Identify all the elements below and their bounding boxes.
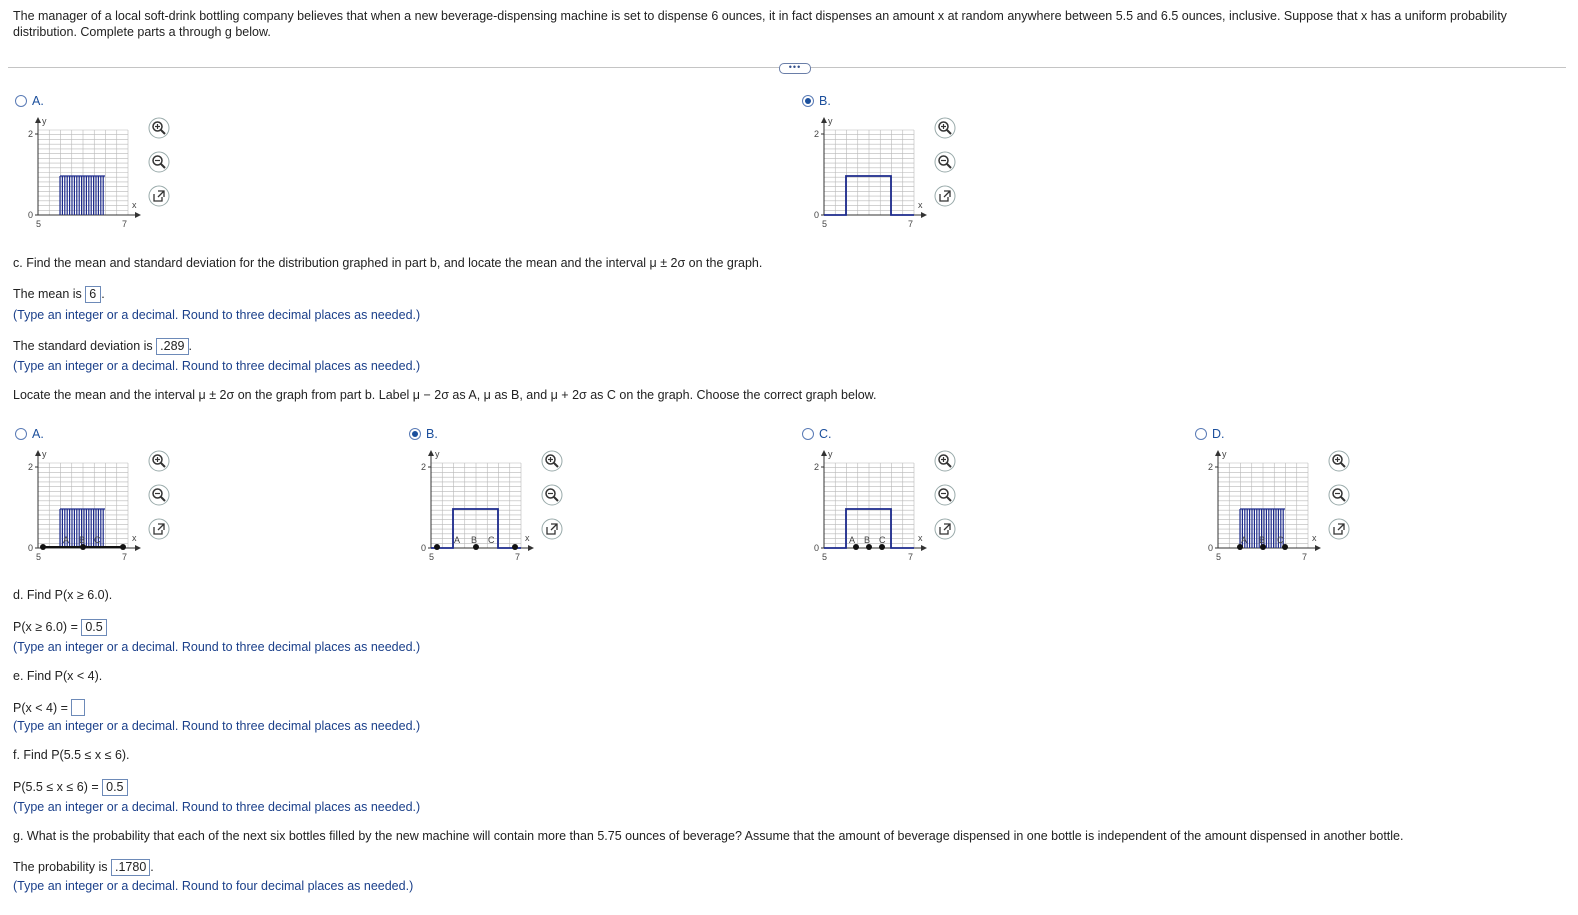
zoom-in-icon[interactable]	[542, 451, 562, 471]
x-max-label: 7	[515, 552, 521, 562]
y-axis-arrow	[821, 117, 827, 123]
y-axis-label: y	[1222, 449, 1227, 459]
y-tick-label: 2	[814, 129, 820, 139]
parte-question: e. Find P(x < 4).	[13, 669, 103, 683]
zoom-in-icon[interactable]	[149, 118, 169, 138]
y-zero-label: 0	[28, 210, 34, 220]
point-label-b: B	[79, 535, 86, 545]
grid-lines	[38, 130, 128, 215]
point-label-a: A	[1241, 535, 1248, 545]
option-label: A.	[32, 94, 44, 108]
partc-option-b[interactable]	[409, 427, 438, 441]
option-label: C.	[819, 427, 832, 441]
more-options-icon[interactable]: •••	[779, 63, 811, 74]
sd-label: The standard deviation is	[13, 339, 153, 353]
point-label-b: B	[471, 535, 478, 545]
sd-answer-field[interactable]: .289	[156, 338, 188, 355]
partd-row	[13, 619, 107, 636]
mean-row: The mean is 6 .	[13, 287, 105, 301]
x-axis-label: x	[918, 200, 923, 210]
zoom-out-icon[interactable]	[149, 485, 169, 505]
x-axis-arrow	[135, 545, 141, 551]
y-zero-label: 0	[814, 543, 820, 553]
partc-question: c. Find the mean and standard deviation for the distribution graphed in part b, and locate the mean and the interval μ ± 2σ on the graph.	[13, 256, 763, 270]
problem-statement: The manager of a local soft-drink bottling company believes that when a new beverage-dispensing machine is set to dispense 6 ounces, it in fact dispenses an amount x at random anywhere between 5.5 and 6.5 ounces, inclusive. Suppose that x has a uniform probability distribution. Complete parts a through g below.	[13, 9, 1507, 39]
y-zero-label: 0	[814, 210, 820, 220]
y-zero-label: 0	[1208, 543, 1214, 553]
y-tick-label: 2	[1208, 462, 1214, 472]
zoom-in-icon[interactable]	[149, 451, 169, 471]
zoom-out-icon[interactable]	[935, 485, 955, 505]
zoom-in-icon[interactable]	[935, 451, 955, 471]
parte-hint: (Type an integer or a decimal. Round to three decimal places as needed.)	[13, 719, 421, 733]
external-link-icon[interactable]	[542, 519, 562, 539]
x-axis-label: x	[132, 533, 137, 543]
partc-graph-d	[1205, 448, 1365, 569]
partg-row: The probability is .1780 .	[13, 860, 154, 874]
y-tick-label: 2	[28, 129, 34, 139]
point-label-a: A	[454, 535, 461, 545]
mean-hint: (Type an integer or a decimal. Round to three decimal places as needed.)	[13, 308, 421, 322]
parte-label: P(x < 4) =	[13, 701, 68, 715]
radio-button[interactable]	[15, 428, 27, 440]
x-axis-arrow	[528, 545, 534, 551]
x-axis-arrow	[135, 212, 141, 218]
external-link-icon[interactable]	[935, 519, 955, 539]
point-label-b: B	[1259, 535, 1266, 545]
x-max-label: 7	[908, 219, 914, 229]
y-zero-label: 0	[28, 543, 34, 553]
x-axis-arrow	[921, 545, 927, 551]
radio-button[interactable]	[15, 95, 27, 107]
y-axis-label: y	[42, 116, 47, 126]
external-link-icon[interactable]	[149, 519, 169, 539]
grid-lines	[824, 130, 914, 215]
point-marker-a	[40, 544, 46, 550]
y-tick-label: 2	[28, 462, 34, 472]
x-axis-label: x	[525, 533, 530, 543]
partf-hint: (Type an integer or a decimal. Round to three decimal places as needed.)	[13, 800, 421, 814]
y-tick-label: 2	[814, 462, 820, 472]
locate-instruction: Locate the mean and the interval μ ± 2σ on the graph from part b. Label μ − 2σ as A, μ as B, and μ + 2σ as C on the graph. Choose the correct graph below.	[13, 388, 877, 402]
partc-option-d[interactable]	[1195, 427, 1225, 441]
y-axis-arrow	[35, 117, 41, 123]
partc-graph-b	[418, 448, 578, 569]
point-label-c: C	[488, 535, 495, 545]
parte-row	[13, 699, 85, 716]
partg-question: g. What is the probability that each of the next six bottles filled by the new machine will contain more than 5.75 ounces of beverage? Assume that the amount of beverage dispensed in one bottle is independent of the amount dispensed in another bottle.	[13, 829, 1404, 843]
x-min-label: 5	[1216, 552, 1222, 562]
external-link-icon[interactable]	[935, 186, 955, 206]
partd-hint: (Type an integer or a decimal. Round to three decimal places as needed.)	[13, 640, 421, 654]
partf-label: P(5.5 ≤ x ≤ 6) =	[13, 780, 99, 794]
point-label-a: A	[849, 535, 856, 545]
option-label: B.	[819, 94, 831, 108]
zoom-out-icon[interactable]	[542, 485, 562, 505]
x-min-label: 5	[36, 219, 42, 229]
option-label: A.	[32, 427, 44, 441]
y-axis-label: y	[42, 449, 47, 459]
option-label: B.	[426, 427, 438, 441]
y-axis-arrow	[821, 450, 827, 456]
x-min-label: 5	[36, 552, 42, 562]
partg-label: The probability is	[13, 860, 108, 874]
partb-graph-b	[811, 115, 971, 236]
zoom-in-icon[interactable]	[935, 118, 955, 138]
radio-button-selected[interactable]	[802, 95, 814, 107]
y-axis-arrow	[428, 450, 434, 456]
radio-button[interactable]	[802, 428, 814, 440]
radio-button-selected[interactable]	[409, 428, 421, 440]
sd-row: The standard deviation is .289 .	[13, 339, 192, 353]
x-axis-arrow	[1315, 545, 1321, 551]
partg-hint: (Type an integer or a decimal. Round to four decimal places as needed.)	[13, 879, 414, 893]
point-label-c: C	[94, 535, 101, 545]
y-axis-label: y	[828, 116, 833, 126]
y-axis-arrow	[1215, 450, 1221, 456]
x-min-label: 5	[429, 552, 435, 562]
partb-option-a[interactable]	[15, 94, 44, 108]
y-axis-label: y	[435, 449, 440, 459]
x-max-label: 7	[122, 552, 128, 562]
partc-option-c[interactable]	[802, 427, 832, 441]
partf-question: f. Find P(5.5 ≤ x ≤ 6).	[13, 748, 130, 762]
point-label-c: C	[1277, 535, 1284, 545]
point-marker-c	[512, 544, 518, 550]
partf-answer-field[interactable]: 0.5	[102, 779, 127, 796]
partf-row	[13, 779, 128, 796]
x-min-label: 5	[822, 552, 828, 562]
option-label: D.	[1212, 427, 1225, 441]
zoom-out-icon[interactable]	[935, 152, 955, 172]
point-label-a: A	[63, 535, 70, 545]
zoom-out-icon[interactable]	[1329, 485, 1349, 505]
x-max-label: 7	[908, 552, 914, 562]
external-link-icon[interactable]	[1329, 519, 1349, 539]
y-axis-label: y	[828, 449, 833, 459]
partc-graph-a	[25, 448, 185, 569]
partc-option-a[interactable]	[15, 427, 44, 441]
partb-graph-a	[25, 115, 185, 236]
mean-answer-field[interactable]: 6	[85, 286, 101, 303]
x-min-label: 5	[822, 219, 828, 229]
y-zero-label: 0	[421, 543, 427, 553]
zoom-out-icon[interactable]	[149, 152, 169, 172]
partd-question: d. Find P(x ≥ 6.0).	[13, 588, 113, 602]
partb-option-b[interactable]	[802, 94, 831, 108]
partc-graph-c	[811, 448, 971, 569]
point-label-c: C	[879, 535, 886, 545]
zoom-in-icon[interactable]	[1329, 451, 1349, 471]
x-axis-label: x	[1312, 533, 1317, 543]
sd-hint: (Type an integer or a decimal. Round to three decimal places as needed.)	[13, 359, 421, 373]
y-tick-label: 2	[421, 462, 427, 472]
y-axis-arrow	[35, 450, 41, 456]
x-axis-arrow	[921, 212, 927, 218]
point-label-b: B	[864, 535, 871, 545]
point-marker-a	[434, 544, 440, 550]
external-link-icon[interactable]	[149, 186, 169, 206]
x-axis-label: x	[918, 533, 923, 543]
point-marker-c	[120, 544, 126, 550]
x-max-label: 7	[1302, 552, 1308, 562]
x-axis-label: x	[132, 200, 137, 210]
partg-answer-field[interactable]: .1780	[111, 859, 150, 876]
radio-button[interactable]	[1195, 428, 1207, 440]
partd-answer-field[interactable]: 0.5	[81, 619, 106, 636]
partd-label: P(x ≥ 6.0) =	[13, 620, 78, 634]
mean-label: The mean is	[13, 287, 82, 301]
parte-answer-field[interactable]	[71, 699, 85, 716]
x-max-label: 7	[122, 219, 128, 229]
